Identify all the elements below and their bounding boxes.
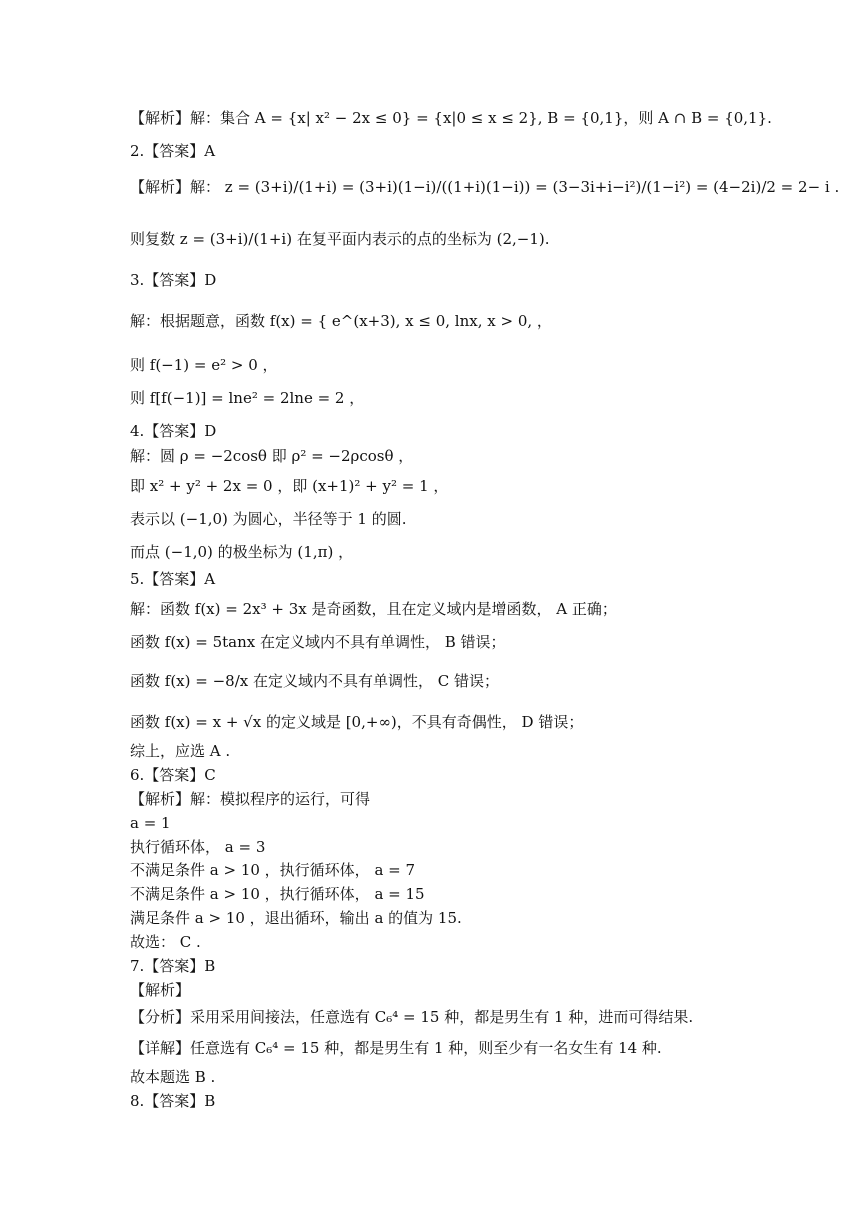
text-line: 5.【答案】A bbox=[130, 570, 216, 588]
text-line: 7.【答案】B bbox=[130, 957, 216, 975]
text-line: 即 x² + y² + 2x = 0 ，即 (x+1)² + y² = 1 ， bbox=[130, 477, 449, 495]
text-line: 故选： C . bbox=[130, 933, 201, 951]
text-line: 不满足条件 a > 10 ，执行循环体， a = 15 bbox=[130, 885, 425, 903]
text-line: 解：根据题意，函数 f(x) = { e^(x+3), x ≤ 0, lnx, x > 0, ， bbox=[130, 312, 552, 330]
text-line: 解：函数 f(x) = 2x³ + 3x 是奇函数，且在定义域内是增函数， A 正确； bbox=[130, 600, 617, 618]
text-line: 【解析】解：集合 A = {x| x² − 2x ≤ 0} = {x|0 ≤ x ≤ 2}, B = {0,1}，则 A ∩ B = {0,1}. bbox=[130, 109, 772, 127]
text-line: 函数 f(x) = x + √x 的定义域是 [0,+∞)，不具有奇偶性， D 错误； bbox=[130, 713, 584, 731]
text-line: 而点 (−1,0) 的极坐标为 (1,π) ， bbox=[130, 543, 354, 561]
text-line: 满足条件 a > 10 ，退出循环，输出 a 的值为 15. bbox=[130, 909, 462, 927]
text-line: 函数 f(x) = 5tanx 在定义域内不具有单调性， B 错误； bbox=[130, 633, 506, 651]
text-line: 【解析】解： z = (3+i)/(1+i) = (3+i)(1−i)/((1+i)(1−i)) = (3−3i+i−i²)/(1−i²) = (4−2i)/2 = 2− i . bbox=[130, 178, 840, 196]
text-line: 故本题选 B . bbox=[130, 1068, 216, 1086]
text-line: 【解析】 bbox=[130, 981, 191, 999]
text-line: 4.【答案】D bbox=[130, 422, 217, 440]
text-line: 3.【答案】D bbox=[130, 271, 217, 289]
text-line: 6.【答案】C bbox=[130, 766, 216, 784]
text-line: 则 f(−1) = e² > 0 ， bbox=[130, 356, 278, 374]
text-line: 综上，应选 A . bbox=[130, 742, 231, 760]
text-line: 2.【答案】A bbox=[130, 142, 216, 160]
text-line: 表示以 (−1,0) 为圆心，半径等于 1 的圆. bbox=[130, 510, 407, 528]
text-line: 则复数 z = (3+i)/(1+i) 在复平面内表示的点的坐标为 (2,−1). bbox=[130, 230, 550, 248]
text-line: 【详解】任意选有 C₆⁴ = 15 种，都是男生有 1 种，则至少有一名女生有 14 种. bbox=[130, 1039, 662, 1057]
text-line: 则 f[f(−1)] = lne² = 2lne = 2 ， bbox=[130, 389, 365, 407]
text-line: 【分析】采用采用间接法，任意选有 C₆⁴ = 15 种，都是男生有 1 种，进而可得结果. bbox=[130, 1008, 694, 1026]
text-line: 【解析】解：模拟程序的运行，可得 bbox=[130, 790, 371, 808]
text-line: 8.【答案】B bbox=[130, 1092, 216, 1110]
text-line: 不满足条件 a > 10 ，执行循环体， a = 7 bbox=[130, 861, 416, 879]
text-line: 解：圆 ρ = −2cosθ 即 ρ² = −2ρcosθ ， bbox=[130, 447, 414, 465]
text-line: 函数 f(x) = −8/x 在定义域内不具有单调性， C 错误； bbox=[130, 672, 499, 690]
text-line: 执行循环体， a = 3 bbox=[130, 838, 266, 856]
text-line: a = 1 bbox=[130, 814, 171, 832]
